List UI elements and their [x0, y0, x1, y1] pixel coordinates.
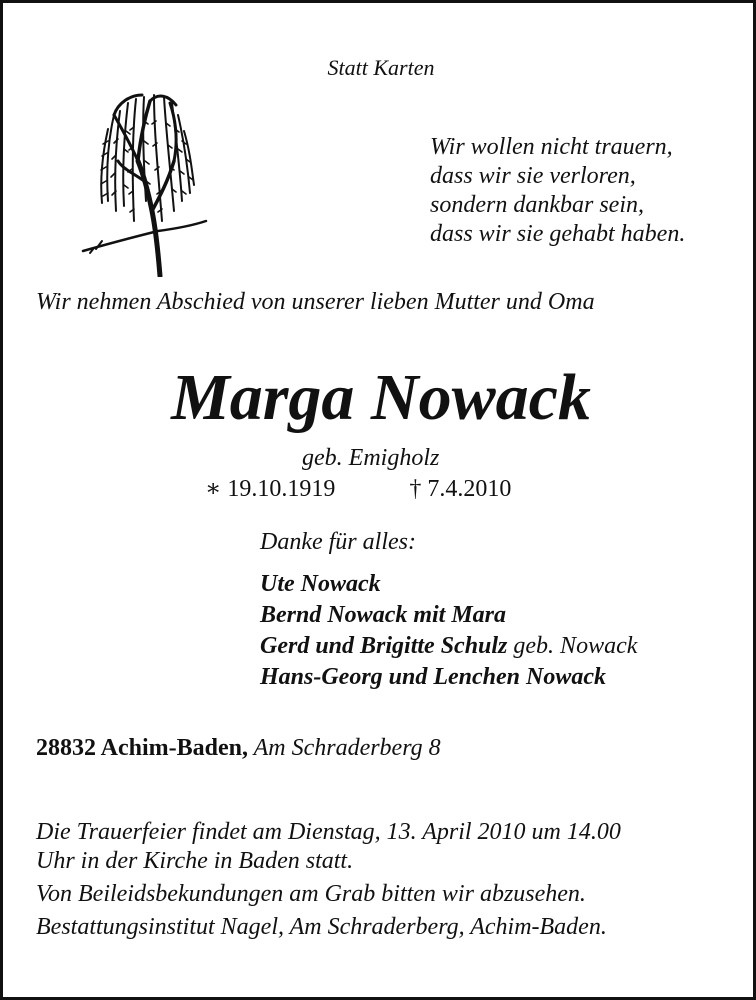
family-member-name: Ute Nowack — [260, 571, 381, 597]
intro-text: Wir nehmen Abschied von unserer lieben Mutter und Oma — [36, 289, 595, 315]
address — [36, 735, 441, 762]
address-comma: , — [242, 735, 249, 761]
ceremony-line-2: Uhr in der Kirche in Baden statt. — [36, 848, 354, 874]
undertaker-line: Bestattungsinstitut Nagel, Am Schraderberg, Achim-Baden. — [36, 914, 607, 940]
family-member-name: Hans-Georg und Lenchen Nowack — [260, 664, 607, 690]
poem-line: dass wir sie verloren, — [430, 163, 636, 189]
family-member — [260, 662, 637, 693]
birth-date: ∗ 19.10.1919 — [205, 476, 336, 502]
family-list — [260, 569, 637, 693]
family-member — [260, 600, 637, 631]
life-dates — [205, 474, 511, 503]
poem-line: dass wir sie gehabt haben. — [430, 221, 686, 247]
poem-line: sondern dankbar sein, — [430, 192, 644, 218]
death-date: † 7.4.2010 — [409, 476, 512, 502]
weeping-willow-icon — [78, 81, 208, 277]
address-city: 28832 Achim-Baden — [36, 735, 243, 761]
family-member — [260, 569, 637, 600]
family-member-suffix: geb. Nowack — [507, 633, 638, 659]
thanks-text: Danke für alles: — [260, 529, 416, 555]
address-street: Am Schraderberg 8 — [248, 735, 441, 761]
header-text: Statt Karten — [327, 55, 435, 80]
deceased-name: Marga Nowack — [171, 361, 591, 434]
footer-text — [36, 818, 621, 942]
ceremony-line-1: Die Trauerfeier findet am Dienstag, 13. April 2010 um 14.00 — [36, 819, 621, 845]
birth-name: geb. Emigholz — [302, 445, 440, 471]
family-member — [260, 631, 637, 662]
family-member-name: Bernd Nowack mit Mara — [260, 602, 507, 628]
poem — [430, 133, 685, 249]
condolences-line: Von Beileidsbekundungen am Grab bitten wir abzusehen. — [36, 881, 586, 907]
poem-line: Wir wollen nicht trauern, — [430, 134, 673, 160]
family-member-name: Gerd und Brigitte Schulz — [260, 633, 508, 659]
